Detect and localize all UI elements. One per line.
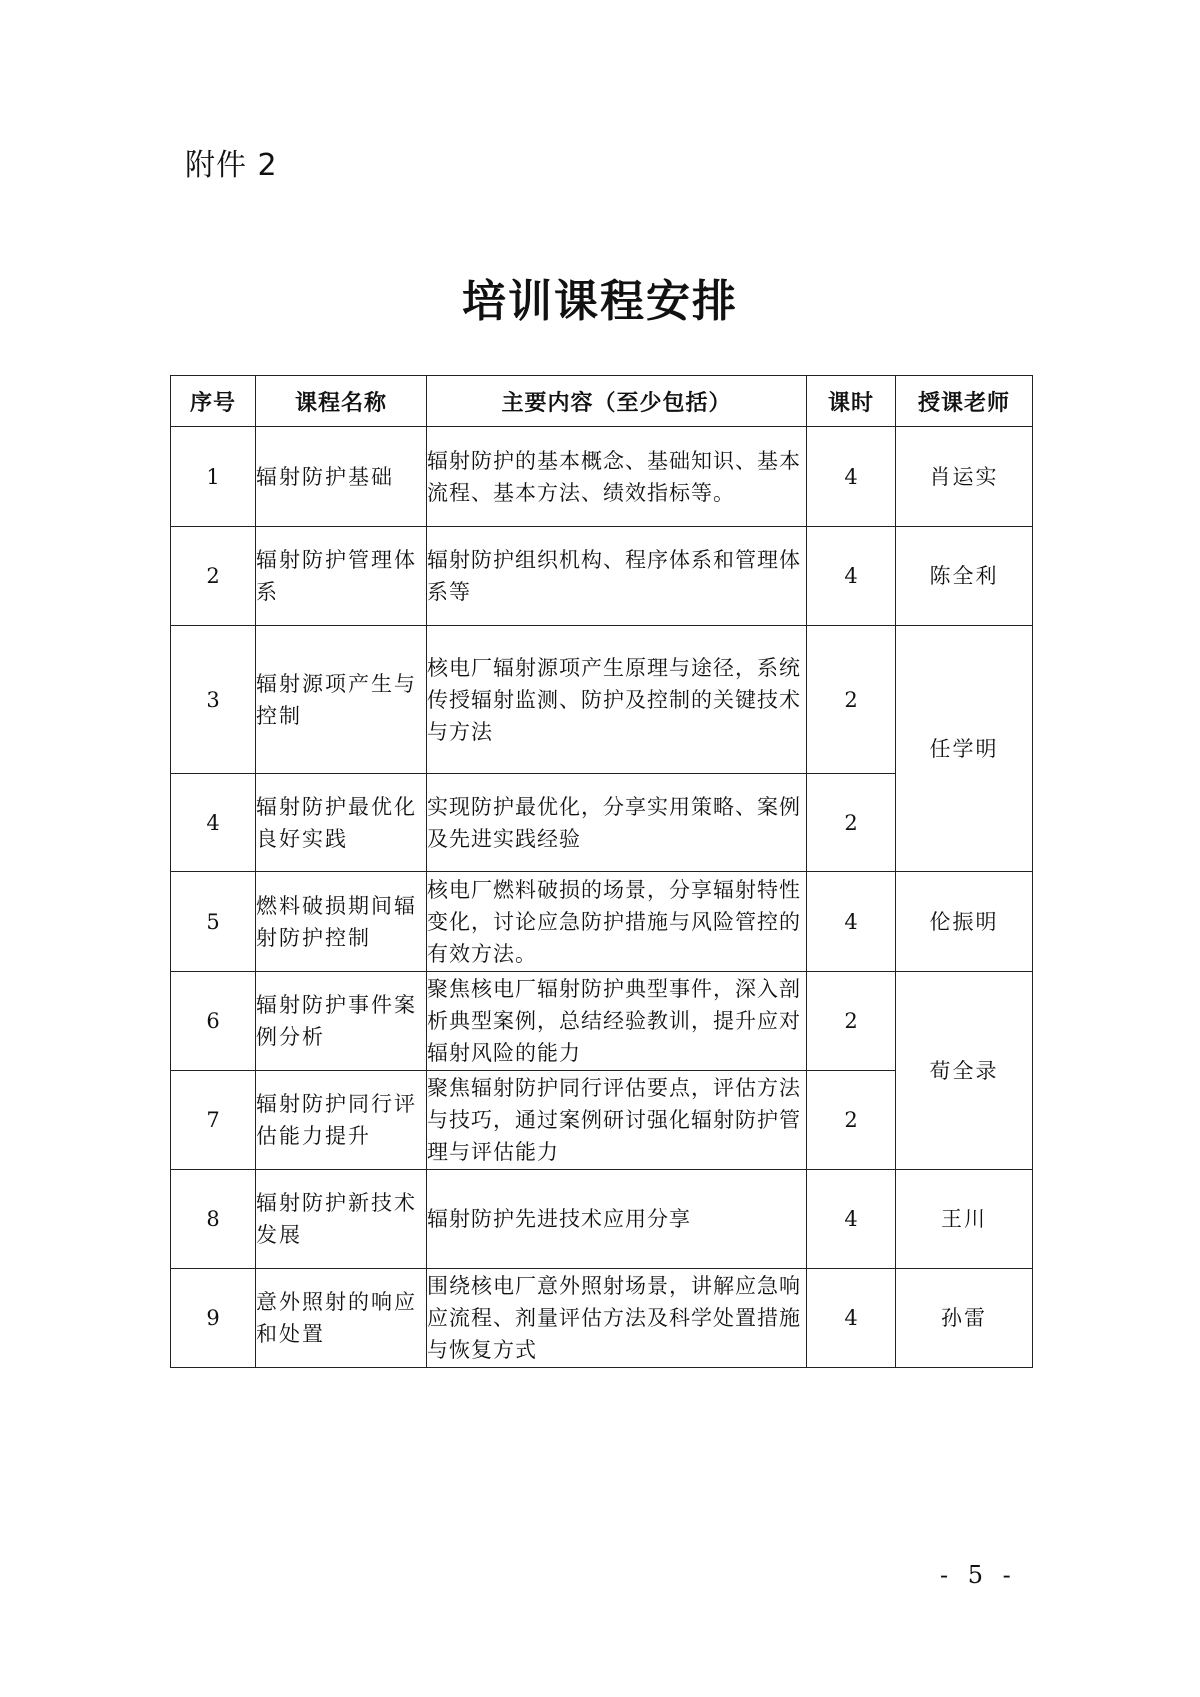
course-hours: 4 bbox=[807, 1269, 896, 1368]
course-content: 实现防护最优化，分享实用策略、案例及先进实践经验 bbox=[427, 774, 807, 872]
row-number: 8 bbox=[171, 1170, 256, 1269]
course-hours: 2 bbox=[807, 774, 896, 872]
table-row bbox=[171, 1170, 1033, 1269]
column-header-teacher: 授课老师 bbox=[896, 376, 1033, 427]
course-content: 围绕核电厂意外照射场景，讲解应急响应流程、剂量评估方法及科学处置措施与恢复方式 bbox=[427, 1269, 807, 1368]
course-name: 辐射防护管理体系 bbox=[256, 527, 427, 626]
page-number: - 5 - bbox=[940, 1561, 1017, 1589]
row-number: 7 bbox=[171, 1071, 256, 1170]
course-teacher: 孙雷 bbox=[896, 1269, 1033, 1368]
table-row bbox=[171, 872, 1033, 972]
table-row bbox=[171, 527, 1033, 626]
table-row bbox=[171, 972, 1033, 1071]
column-header-no: 序号 bbox=[171, 376, 256, 427]
course-content: 聚焦核电厂辐射防护典型事件，深入剖析典型案例，总结经验教训，提升应对辐射风险的能力 bbox=[427, 972, 807, 1071]
course-teacher: 荀全录 bbox=[896, 972, 1033, 1170]
course-hours: 4 bbox=[807, 1170, 896, 1269]
course-name: 燃料破损期间辐射防护控制 bbox=[256, 872, 427, 972]
course-name: 辐射防护同行评估能力提升 bbox=[256, 1071, 427, 1170]
course-content: 核电厂燃料破损的场景，分享辐射特性变化，讨论应急防护措施与风险管控的有效方法。 bbox=[427, 872, 807, 972]
row-number: 9 bbox=[171, 1269, 256, 1368]
course-content: 辐射防护先进技术应用分享 bbox=[427, 1170, 807, 1269]
row-number: 4 bbox=[171, 774, 256, 872]
course-teacher: 伦振明 bbox=[896, 872, 1033, 972]
row-number: 2 bbox=[171, 527, 256, 626]
row-number: 6 bbox=[171, 972, 256, 1071]
course-content: 核电厂辐射源项产生原理与途径，系统传授辐射监测、防护及控制的关键技术与方法 bbox=[427, 626, 807, 774]
course-name: 辐射防护最优化良好实践 bbox=[256, 774, 427, 872]
table-row bbox=[171, 427, 1033, 527]
column-header-content: 主要内容（至少包括） bbox=[427, 376, 807, 427]
column-header-hours: 课时 bbox=[807, 376, 896, 427]
attachment-label: 附件 2 bbox=[185, 148, 278, 183]
course-name: 辐射防护基础 bbox=[256, 427, 427, 527]
course-name: 辐射防护新技术发展 bbox=[256, 1170, 427, 1269]
course-teacher: 陈全利 bbox=[896, 527, 1033, 626]
row-number: 5 bbox=[171, 872, 256, 972]
row-number: 1 bbox=[171, 427, 256, 527]
column-header-course-name: 课程名称 bbox=[256, 376, 427, 427]
table-row bbox=[171, 1269, 1033, 1368]
course-hours: 2 bbox=[807, 1071, 896, 1170]
course-name: 辐射源项产生与控制 bbox=[256, 626, 427, 774]
row-number: 3 bbox=[171, 626, 256, 774]
course-hours: 4 bbox=[807, 872, 896, 972]
course-hours: 4 bbox=[807, 427, 896, 527]
table-row bbox=[171, 626, 1033, 774]
course-schedule-table bbox=[170, 375, 1033, 1368]
course-teacher: 肖运实 bbox=[896, 427, 1033, 527]
course-teacher: 任学明 bbox=[896, 626, 1033, 872]
course-teacher: 王川 bbox=[896, 1170, 1033, 1269]
course-hours: 2 bbox=[807, 626, 896, 774]
course-hours: 4 bbox=[807, 527, 896, 626]
course-content: 辐射防护的基本概念、基础知识、基本流程、基本方法、绩效指标等。 bbox=[427, 427, 807, 527]
course-content: 辐射防护组织机构、程序体系和管理体系等 bbox=[427, 527, 807, 626]
course-content: 聚焦辐射防护同行评估要点，评估方法与技巧，通过案例研讨强化辐射防护管理与评估能力 bbox=[427, 1071, 807, 1170]
course-hours: 2 bbox=[807, 972, 896, 1071]
table-header-row bbox=[171, 376, 1033, 427]
document-title: 培训课程安排 bbox=[462, 276, 738, 327]
course-name: 意外照射的响应和处置 bbox=[256, 1269, 427, 1368]
course-name: 辐射防护事件案例分析 bbox=[256, 972, 427, 1071]
